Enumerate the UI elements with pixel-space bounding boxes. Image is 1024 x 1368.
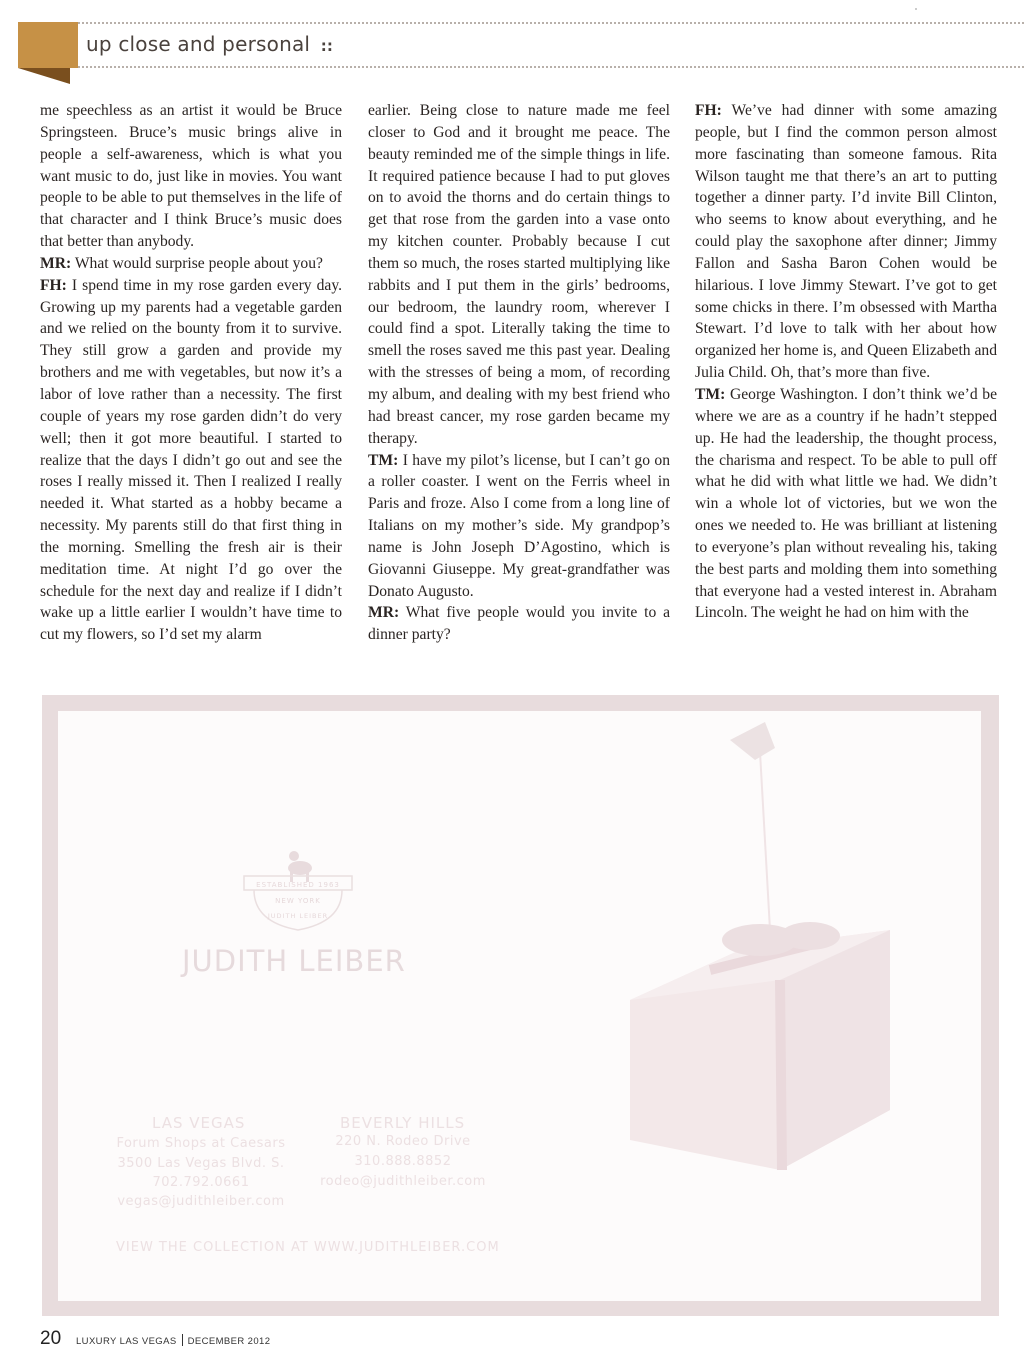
section-tab-fold bbox=[18, 68, 70, 84]
speaker-label: MR: bbox=[368, 604, 400, 622]
section-tab bbox=[18, 22, 78, 68]
paragraph-text: What five people would you invite to a dinner party? bbox=[368, 604, 670, 644]
beverly-hills-line1: 220 N. Rodeo Drive bbox=[335, 1134, 471, 1149]
paragraph-text: I have my pilot’s license, but I can’t go on a roller coaster. I went on the Ferris wheel in Paris and froze. Also I come from a long line of Italians on my mother’s side. My grandpop’s name is John Joseph D’Agostino, which is Giovanni Giuseppe. My great-grandfather was Donato Augusto. bbox=[368, 451, 670, 600]
paragraph-text: me speechless as an artist it would be Bruce Springsteen. Bruce’s music brings alive in people a self-awareness, which is what you want music to do, just like in movies. You want people to be able to put themselves in the life of that character and I think Bruce’s music does that better than anybody. bbox=[40, 102, 342, 251]
paragraph bbox=[40, 275, 342, 646]
footer-divider bbox=[182, 1334, 183, 1346]
las-vegas-heading: LAS VEGAS bbox=[152, 1114, 246, 1132]
gift-box-illustration bbox=[560, 700, 980, 1280]
beverly-hills-heading: BEVERLY HILLS bbox=[340, 1114, 466, 1132]
brand-name: JUDITH LEIBER bbox=[182, 944, 406, 978]
paragraph-text: We’ve had dinner with some amazing people, but I find the common person almost more fascinating than someone famous. Rita Wilson taught me that there’s an art to putting together a dinner party. I’d invite Bill Clinton, who seems to know about everything, and he could play the saxophone after dinner; Jimmy Fallon and Sasha Baron Cohen would be hilarious. I love Jimmy Stewart. I’ve got to get some chicks in there. I’m obsessed with Martha Stewart. I’d love to talk with her about how organized her home is, and Queen Elizabeth and Julia Child. Oh, that’s more than five. bbox=[695, 102, 997, 382]
beverly-hills-email[interactable]: rodeo@judithleiber.com bbox=[320, 1174, 486, 1189]
paragraph bbox=[695, 384, 997, 624]
header-rule-top bbox=[78, 22, 1024, 24]
page-number: 20 bbox=[40, 1328, 62, 1349]
paragraph-text: earlier. Being close to nature made me feel closer to God and it brought me peace. The beauty reminded me of the simple things in life. It required patience because I had to put gloves on to avoid the thorns and do certain things to get that rose from the garden into a vase onto my kitchen counter. Probably because I cut them so much, the roses started multiplying like rabbits and I put them in the girls’ bedrooms, our bedroom, the laundry room, wherever I could find a spot. Literally taking the time to smell the roses saved me this past year. Dealing with the stresses of being a mom, of recording my album, and dealing with my best friend who had breast cancer, my rose garden became my therapy. bbox=[368, 102, 670, 447]
section-title-mark: :: bbox=[320, 37, 334, 55]
poodle-emblem bbox=[288, 851, 312, 882]
speaker-label: TM: bbox=[368, 451, 399, 469]
logo-shield bbox=[254, 890, 342, 930]
beverly-hills-phone: 310.888.8852 bbox=[354, 1154, 452, 1169]
section-title-text: up close and personal bbox=[86, 32, 311, 56]
paragraph bbox=[40, 100, 342, 253]
article-column-1 bbox=[40, 100, 342, 646]
paragraph-text: What would surprise people about you? bbox=[74, 254, 323, 272]
collection-link[interactable]: VIEW THE COLLECTION AT WWW.JUDITHLEIBER.COM bbox=[116, 1240, 500, 1255]
speaker-label: FH: bbox=[40, 276, 67, 294]
publication-line bbox=[76, 1334, 270, 1347]
brand-logo-crest bbox=[238, 848, 358, 936]
paragraph-text: I spend time in my rose garden every day. Growing up my parents had a vegetable garden and we relied on the bounty from it to survive. They still grow a garden and provide my brothers and me with vegetables, but now it’s a labor of love rather than a necessity. The first couple of years my rose garden didn’t do very well; then it got more beautiful. I started to realize that the days I didn’t go out and see the roses I really missed it. Then I realized I really needed it. What started as a hobby became a necessity. My parents still do that first thing in the morning. Smelling the fresh air is their meditation time. At night I’d go over the schedule for the next day and realize if I didn’t wake up a little earlier I wouldn’t have time to cut my flowers, so I’d set my alarm bbox=[40, 276, 342, 644]
logo-name: JUDITH LEIBER bbox=[267, 912, 329, 920]
section-title bbox=[86, 32, 333, 56]
speaker-label: MR: bbox=[40, 254, 72, 272]
las-vegas-phone: 702.792.0661 bbox=[152, 1175, 250, 1190]
publication-name: LUXURY LAS VEGAS bbox=[76, 1336, 177, 1347]
paragraph-text: George Washington. I don’t think we’d be where we are as a country if he hadn’t stepped up. He had the leadership, the thought process, the charisma and respect. To be able to pull off what he did with what little we had. We didn’t win a whole lot of victories, but we won the ones we needed to. He was brilliant at listening to everyone’s plan without revealing his, taking the best parts and molding them into something that everyone had a vested interest in. Abraham Lincoln. The weight he had on him with the bbox=[695, 385, 997, 622]
paragraph bbox=[368, 100, 670, 450]
logo-established: ESTABLISHED 1963 bbox=[256, 881, 340, 889]
paragraph bbox=[368, 450, 670, 603]
article-column-3 bbox=[695, 100, 997, 624]
paragraph bbox=[368, 602, 670, 646]
issue-date: DECEMBER 2012 bbox=[187, 1336, 271, 1347]
las-vegas-line2: 3500 Las Vegas Blvd. S. bbox=[117, 1156, 285, 1171]
speaker-label: TM: bbox=[695, 385, 726, 403]
paragraph bbox=[695, 100, 997, 384]
page-speck bbox=[915, 8, 917, 10]
las-vegas-line1: Forum Shops at Caesars bbox=[116, 1136, 286, 1151]
header-rule-bottom bbox=[78, 66, 1024, 68]
logo-city: NEW YORK bbox=[275, 897, 321, 905]
las-vegas-email[interactable]: vegas@judithleiber.com bbox=[117, 1194, 285, 1209]
paragraph bbox=[40, 253, 342, 275]
speaker-label: FH: bbox=[695, 102, 722, 119]
article-column-2 bbox=[368, 100, 670, 646]
